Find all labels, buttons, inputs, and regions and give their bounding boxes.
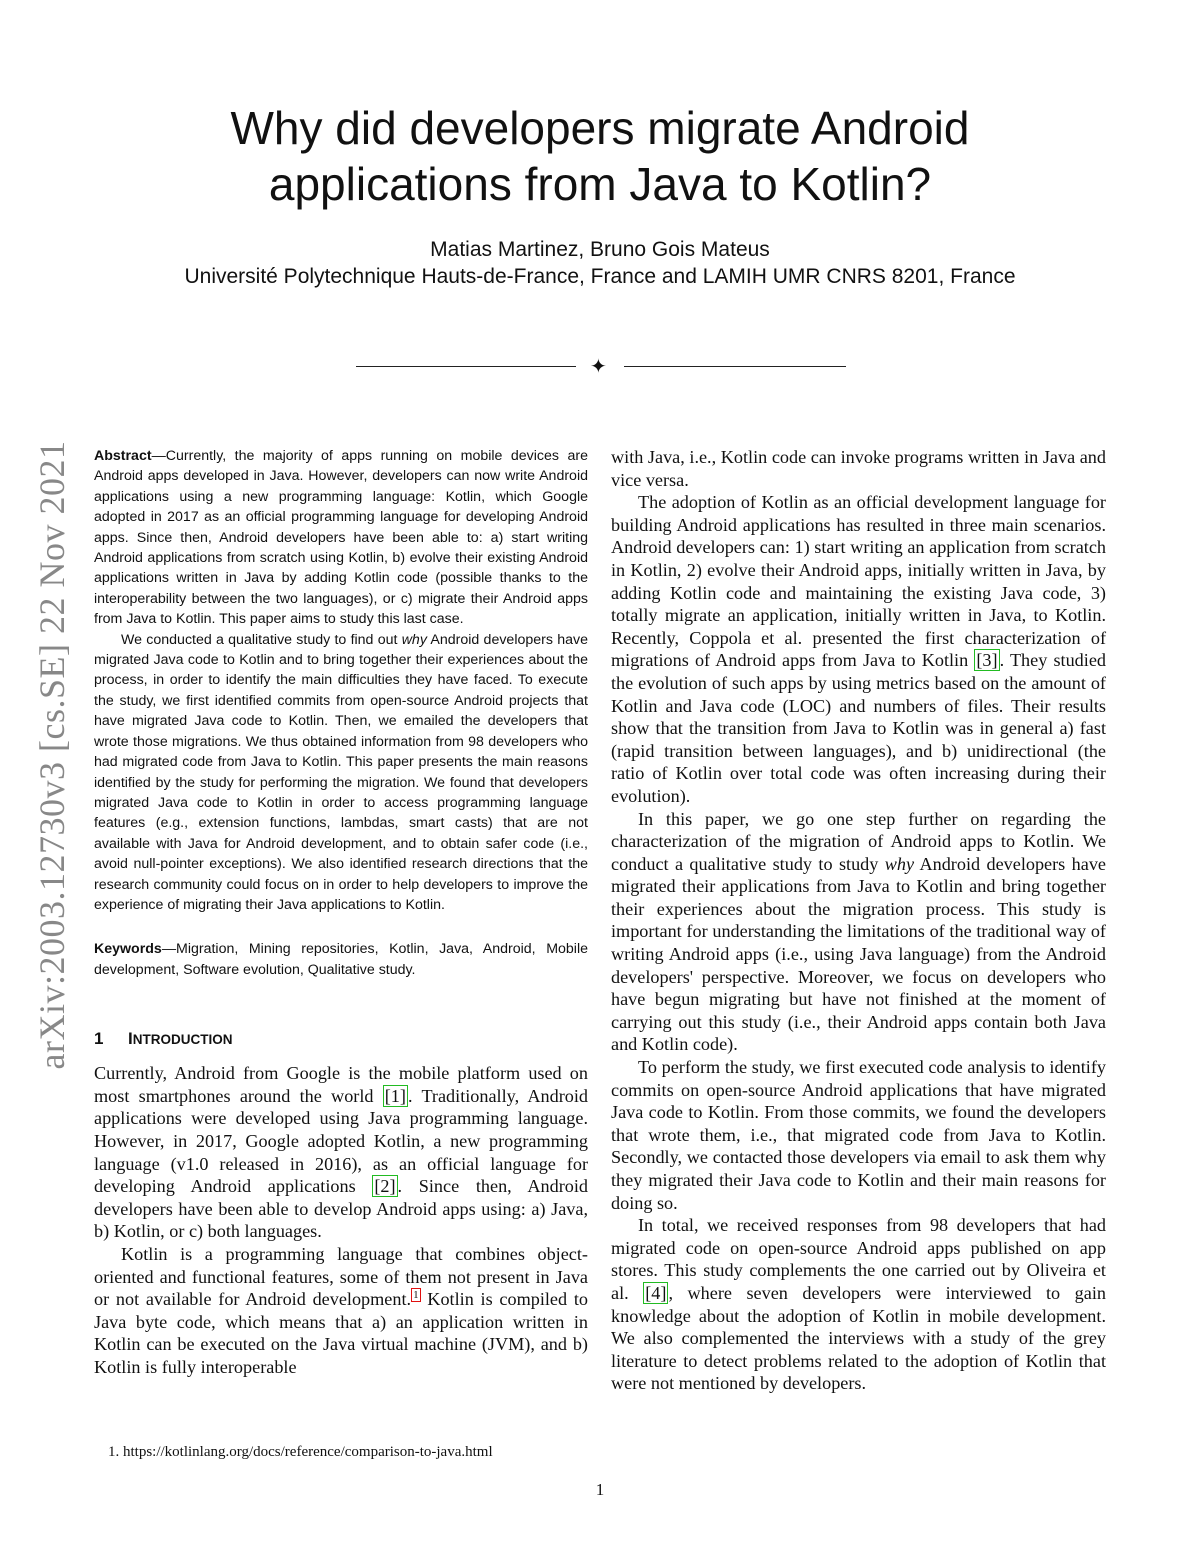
author-affiliation: Université Polytechnique Hauts-de-France, France and LAMIH UMR CNRS 8201, France xyxy=(184,265,1016,288)
intro-text: Android developers have migrated their applications from Java to Kotlin and bring together their experiences about the migration process. This study is important for understanding the limitations of the traditional way of writing Android apps (i.e., using Java language) from the Android developers' perspective. Moreover, we focus on developers who have begun migrating but have not finished at the moment of carrying out this study (i.e., their Android apps contain both Java and Kotlin code). xyxy=(611,853,1106,1055)
section-heading xyxy=(94,1028,588,1051)
keywords-paragraph xyxy=(94,939,588,980)
intro-text: Kotlin is compiled to Java byte code, which means that a) an application written in Kotlin can be executed on the Java virtual machine (JVM), and b) Kotlin is fully interoperable xyxy=(94,1289,588,1377)
intro-text: Kotlin is a programming language that combines object-oriented and functional features, some of them not present in Java or not available for Android development. xyxy=(94,1243,588,1310)
intro-paragraph-4 xyxy=(611,808,1106,1057)
title-line-2: applications from Java to Kotlin? xyxy=(268,158,932,210)
abstract-paragraph xyxy=(94,446,588,630)
keywords-label: Keywords xyxy=(94,941,162,958)
intro-text: The adoption of Kotlin as an official development language for building Android applications has resulted in three main scenarios. Android developers can: 1) start writing an application from scratch in Kotlin, 2) evolve their Android apps, initially written in Java, by adding Kotlin code and maintaining the existing Java code, 3) totally migrate an application, initially written in Java, to Kotlin. Recently, Coppola et al. presented the first characterization of migrations of Android apps from Java to Kotlin xyxy=(611,492,1106,671)
intro-text: Currently, Android from Google is the mobile platform used on most smartphones around the world xyxy=(94,1063,588,1106)
author-names: Matias Martinez, Bruno Gois Mateus xyxy=(430,238,770,261)
citation-link-4[interactable]: [4] xyxy=(645,1282,667,1303)
intro-text: . Traditionally, Android applications were developed using Java programming language. However, in 2017, Google adopted Kotlin, a new programming language (v1.0 released in 2016), as an official language for developing Android applications xyxy=(94,1085,588,1197)
footnote-link-1[interactable]: 1 xyxy=(413,1289,419,1302)
title-line-1: Why did developers migrate Android xyxy=(230,102,970,154)
citation-link-3[interactable]: [3] xyxy=(976,650,998,671)
intro-paragraph-1 xyxy=(94,1062,588,1243)
abstract-emphasis: why xyxy=(401,631,427,648)
section-title-rest: NTRODUCTION xyxy=(132,1032,233,1048)
right-column xyxy=(611,446,1106,1395)
intro-paragraph-continued: with Java, i.e., Kotlin code can invoke programs written in Java and vice versa. xyxy=(611,447,1106,490)
left-column xyxy=(94,446,588,1378)
intro-text: . Since then, Android developers have been able to develop Android apps using: a) Java, b) Kotlin, or c) both languages. xyxy=(94,1176,588,1242)
page-number: 1 xyxy=(595,1480,605,1499)
section-number: 1 xyxy=(94,1029,104,1049)
abstract-label: Abstract xyxy=(94,448,152,464)
intro-paragraph-5: To perform the study, we first executed code analysis to identify commits on open-source Android applications that have migrated Java code to Kotlin. From those commits, we found the developers that wrote them, i.e., that migrated code from Java to Kotlin. Secondly, we contacted those developers via email to ask them why they migrated their Java code to Kotlin and their main reasons for doing so. xyxy=(611,1057,1106,1213)
footnote: 1. https://kotlinlang.org/docs/reference/comparison-to-java.html xyxy=(108,1444,493,1460)
intro-emphasis: why xyxy=(884,853,915,874)
intro-paragraph-3 xyxy=(611,491,1106,807)
intro-text: In total, we received responses from 98 developers that had migrated code on open-source Android apps published on app stores. This study complements the one carried out by Oliveira et al. xyxy=(611,1215,1106,1303)
abstract-text: —Currently, the majority of apps running on mobile devices are Android apps developed in Java. However, developers can now write Android applications using a new programming language: Kotlin, which Google adopted in 2017 as an official programming language for developing Android apps. Since then, Android developers have been able to: a) start writing Android applications from scratch using Kotlin, b) evolve their existing Android applications written in Java by adding Kotlin code (possible thanks to the interoperability between the two languages), or c) migrate their Android apps from Java to Kotlin. This paper aims to study this last case. xyxy=(94,448,588,628)
abstract-text-2b: Android developers have migrated Java code to Kotlin and to bring together their experiences about the process, in order to identify the main difficulties they have faced. To execute the study, we first identified commits from open-source Android projects that have migrated Java code to Kotlin. Then, we emailed the developers that wrote those migrations. We thus obtained information from 98 developers who had migrated code from Java to Kotlin. This paper presents the main reasons identified by the study for performing the migration. We found that developers migrated Java code to Kotlin in order to access programming language features (e.g., extension functions, lambdas, smart casts) that are not available with Java for Android development, and to obtain safer code (i.e., avoid null-pointer exceptions). We also identified research directions that the research community could focus on in order to help developers to improve the experience of migrating their Java applications to Kotlin. xyxy=(94,631,588,913)
author-block xyxy=(100,236,1100,290)
abstract-text-2a: We conducted a qualitative study to find out xyxy=(121,631,402,648)
intro-text: , where seven developers were interviewed to gain knowledge about the adoption of Kotlin in mobile development. We also complemented the interviews with a study of the grey literature to detect problems related to the adoption of Kotlin that were not mentioned by developers. xyxy=(611,1282,1106,1394)
citation-link-2[interactable]: [2] xyxy=(374,1176,396,1197)
abstract-paragraph-2 xyxy=(94,630,588,916)
intro-paragraph-6 xyxy=(611,1214,1106,1395)
intro-paragraph-2 xyxy=(94,1243,588,1379)
section-title-initial: I xyxy=(128,1029,133,1049)
section-title xyxy=(128,1029,232,1048)
intro-text: . They studied the evolution of such apps by using metrics based on the amount of Kotlin and Java code (LOC) and numbers of files. Their results show that the transition from Java to Kotlin was in general a) fast (rapid transition between languages), and b) unidirectional (the ratio of Kotlin over total code was often increasing during their evolution). xyxy=(611,650,1106,806)
arxiv-stamp: arXiv:2003.12730v3 [cs.SE] 22 Nov 2021 xyxy=(32,440,72,1070)
keywords-text: —Migration, Mining repositories, Kotlin, Java, Android, Mobile development, Software evolution, Qualitative study. xyxy=(94,941,588,978)
paper-title xyxy=(100,100,1100,212)
separator-diamond-icon: ✦ xyxy=(590,354,607,378)
citation-link-1[interactable]: [1] xyxy=(384,1085,406,1106)
intro-text: In this paper, we go one step further on regarding the characterization of the migration of Android apps to Kotlin. We conduct a qualitative study to study xyxy=(611,808,1106,874)
separator-line-right xyxy=(624,366,846,367)
separator-line-left xyxy=(356,366,576,367)
